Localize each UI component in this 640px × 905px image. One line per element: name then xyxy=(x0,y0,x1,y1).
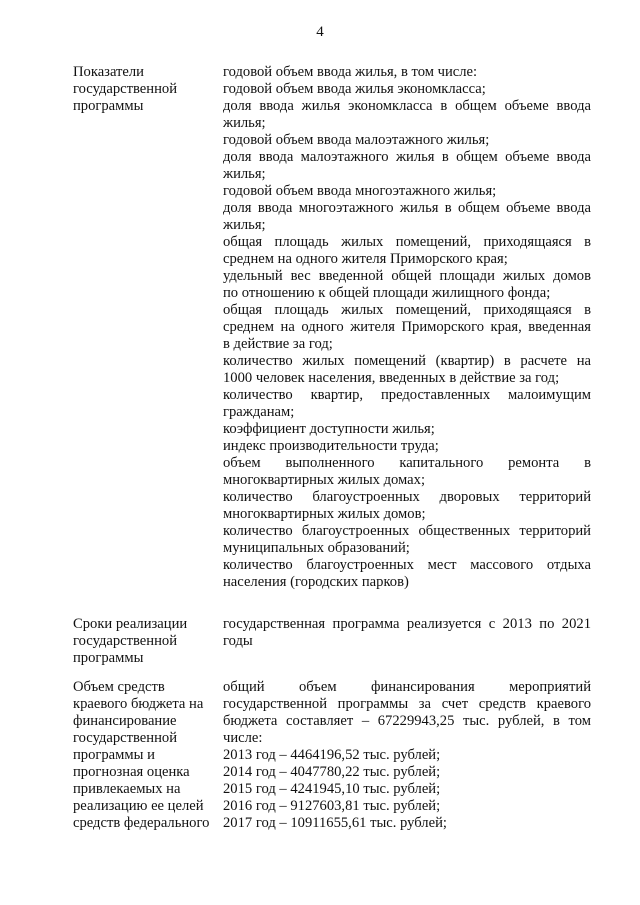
value-line: количество благоустроенных дворовых территорий xyxy=(223,489,591,505)
value-line: государственная программа реализуется с 2013 по 2021 xyxy=(223,616,591,632)
value-line: государственной программы за счет средств краевого xyxy=(223,696,591,712)
value-line: среднем на одного жителя Приморского края; xyxy=(223,251,508,267)
value-line: 2015 год – 4241945,10 тыс. рублей; xyxy=(223,781,441,797)
timeline-label xyxy=(73,616,219,667)
value-line: количество квартир, предоставленных малоимущим xyxy=(223,387,591,403)
value-line: коэффициент доступности жилья; xyxy=(223,421,435,437)
value-line: муниципальных образований; xyxy=(223,540,410,556)
label-line: Объем средств xyxy=(73,679,165,695)
value-line: 2017 год – 10911655,61 тыс. рублей; xyxy=(223,815,447,831)
indicators-value xyxy=(223,64,591,591)
value-line: удельный вес введенной общей площади жилых домов xyxy=(223,268,591,284)
funding-label xyxy=(73,679,219,832)
label-line: программы xyxy=(73,650,144,666)
timeline-value xyxy=(223,616,591,650)
value-line: количество жилых помещений (квартир) в расчете на xyxy=(223,353,591,369)
value-line: годовой объем ввода многоэтажного жилья; xyxy=(223,183,497,199)
label-line: реализацию ее целей xyxy=(73,798,204,814)
value-line: 2016 год – 9127603,81 тыс. рублей; xyxy=(223,798,441,814)
funding-value xyxy=(223,679,591,832)
value-line: количество благоустроенных общественных территорий xyxy=(223,523,591,539)
value-line: годовой объем ввода жилья, в том числе: xyxy=(223,64,478,80)
label-line: государственной xyxy=(73,633,178,649)
value-line: гражданам; xyxy=(223,404,295,420)
value-line: годовой объем ввода жилья экономкласса; xyxy=(223,81,486,97)
label-line: программы xyxy=(73,98,144,114)
value-line: индекс производительности труда; xyxy=(223,438,439,454)
indicators-label xyxy=(73,64,219,115)
label-line: Сроки реализации xyxy=(73,616,188,632)
value-line: жилья; xyxy=(223,217,266,233)
label-line: финансирование xyxy=(73,713,177,729)
label-line: средств федерального xyxy=(73,815,210,831)
value-line: 1000 человек населения, введенных в действие за год; xyxy=(223,370,560,386)
value-line: среднем на одного жителя Приморского края, введенная xyxy=(223,319,591,335)
value-line: доля ввода малоэтажного жилья в общем объеме ввода xyxy=(223,149,591,165)
value-line: общая площадь жилых помещений, приходящаяся в xyxy=(223,234,591,250)
label-line: Показатели xyxy=(73,64,144,80)
page-number: 4 xyxy=(316,24,324,40)
value-line: жилья; xyxy=(223,166,266,182)
value-line: общий объем финансирования мероприятий xyxy=(223,679,591,695)
label-line: прогнозная оценка xyxy=(73,764,190,780)
label-line: государственной xyxy=(73,81,178,97)
value-line: общая площадь жилых помещений, приходящаяся в xyxy=(223,302,591,318)
label-line: государственной xyxy=(73,730,178,746)
value-line: в действие за год; xyxy=(223,336,333,352)
value-line: годовой объем ввода малоэтажного жилья; xyxy=(223,132,490,148)
value-line: жилья; xyxy=(223,115,266,131)
value-line: количество благоустроенных мест массового отдыха xyxy=(223,557,591,573)
value-line: бюджета составляет – 67229943,25 тыс. рублей, в том xyxy=(223,713,591,729)
value-line: многоквартирных жилых домов; xyxy=(223,506,426,522)
value-line: населения (городских парков) xyxy=(223,574,409,590)
value-line: по отношению к общей площади жилищного фонда; xyxy=(223,285,551,301)
label-line: привлекаемых на xyxy=(73,781,181,797)
value-line: 2013 год – 4464196,52 тыс. рублей; xyxy=(223,747,441,763)
label-line: программы и xyxy=(73,747,155,763)
value-line: доля ввода жилья экономкласса в общем объеме ввода xyxy=(223,98,591,114)
value-line: годы xyxy=(223,633,253,649)
value-line: многоквартирных жилых домах; xyxy=(223,472,426,488)
value-line: объем выполненного капитального ремонта в xyxy=(223,455,591,471)
value-line: числе: xyxy=(223,730,263,746)
value-line: доля ввода многоэтажного жилья в общем объеме ввода xyxy=(223,200,591,216)
value-line: 2014 год – 4047780,22 тыс. рублей; xyxy=(223,764,441,780)
label-line: краевого бюджета на xyxy=(73,696,204,712)
